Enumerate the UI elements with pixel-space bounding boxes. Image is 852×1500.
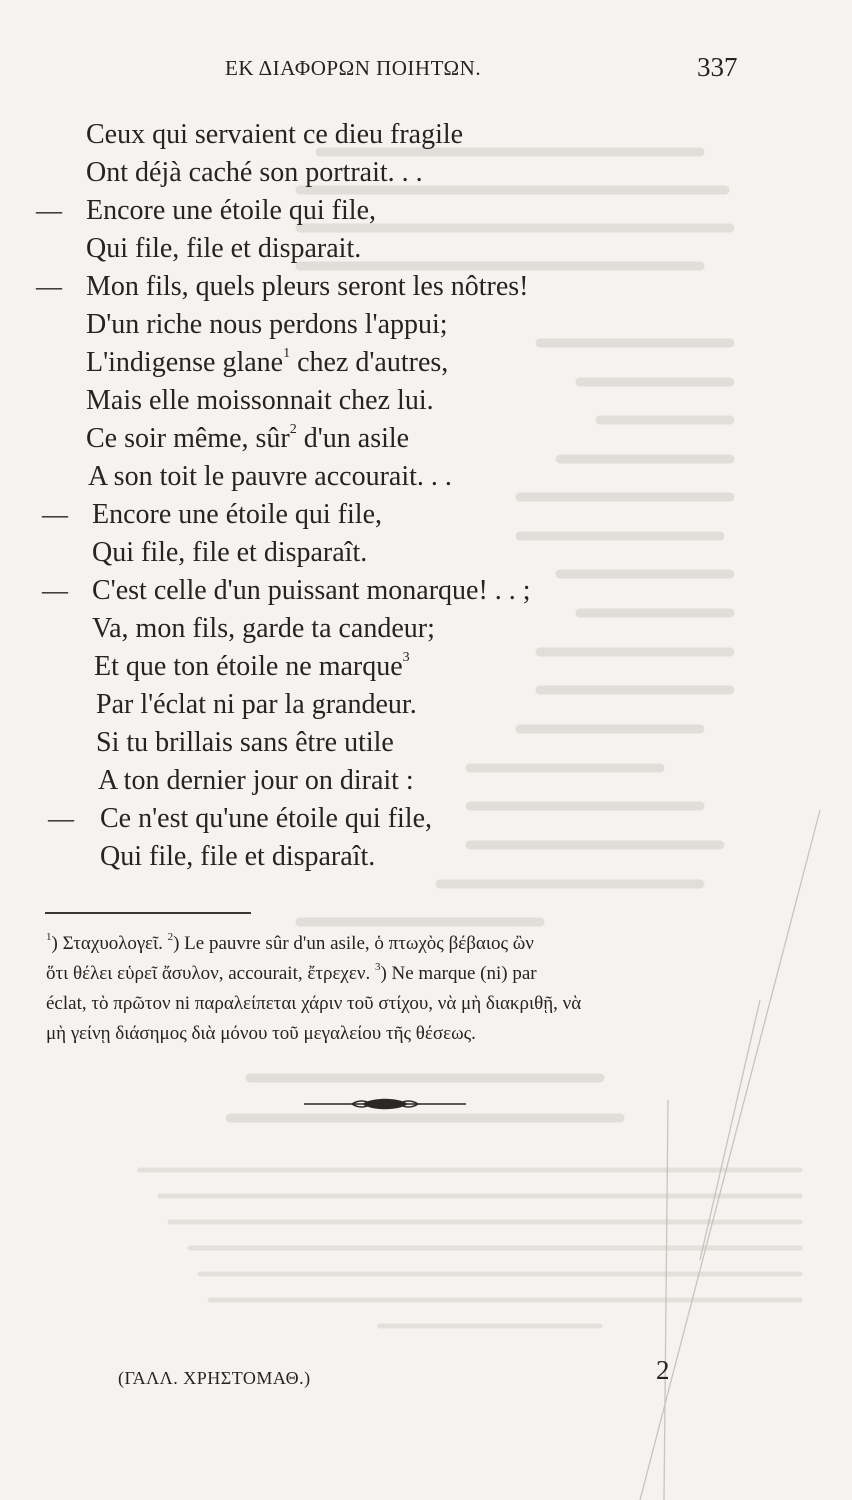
footnote-rule	[45, 912, 251, 914]
signature-line: (ΓΑΛΛ. ΧΡΗΣΤΟΜΑΘ.)	[118, 1368, 311, 1388]
sheet-mark: 2	[656, 1355, 670, 1385]
poem-line-6: D'un riche nous perdons l'appui;	[86, 309, 448, 340]
poem-line-17: Si tu brillais sans être utile	[96, 727, 394, 758]
footnote-mark-1: 1	[46, 931, 52, 943]
footnote-line-2	[46, 960, 537, 988]
running-head: ΕΚ ΔΙΑΦΟΡΩΝ ΠΟΙΗΤΩΝ.	[225, 56, 482, 80]
em-dash: —	[42, 576, 68, 605]
poem-line-7-post: chez d'autres,	[290, 347, 449, 378]
em-dash: —	[48, 804, 74, 833]
poem-line-16: Par l'éclat ni par la grandeur.	[96, 689, 417, 720]
footnote-text: ) Σταχυολογεῖ.	[51, 933, 168, 954]
poem-line-9-post: d'un asile	[296, 423, 410, 454]
poem-line-8: Mais elle moissonnait chez lui.	[86, 385, 434, 416]
footnote-line-4: μὴ γείνῃ διάσημος διὰ μόνου τοῦ μεγαλείου τῆς θέσεως.	[46, 1023, 476, 1044]
footnote-mark-2: 2	[167, 931, 174, 943]
poem-line-19: Ce n'est qu'une étoile qui file,	[100, 803, 433, 834]
poem-line-5: Mon fils, quels pleurs seront les nôtres!	[86, 271, 529, 302]
poem-line-7	[86, 346, 448, 380]
poem-line-9-pre: Ce soir même, sûr	[86, 423, 290, 454]
poem-line-20: Qui file, file et disparaît.	[100, 841, 376, 872]
poem-line-7-pre: L'indigense glane	[86, 347, 284, 378]
poem-line-10: A son toit le pauvre accourait. . .	[88, 461, 452, 492]
footnote-ref-2: 2	[289, 422, 297, 437]
poem-line-4: Qui file, file et disparait.	[86, 233, 362, 264]
footnote-text: ὅτι θέλει εὑρεῖ ἄσυλον, accourait, ἔτρεχεν.	[46, 963, 375, 984]
footnote-line-3: éclat, τὸ πρῶτον ni παραλείπεται χάριν τοῦ στίχου, νὰ μὴ διακριθῇ, νὰ	[46, 993, 582, 1014]
footnote-ref-1: 1	[283, 346, 291, 361]
poem-line-18: A ton dernier jour on dirait :	[98, 765, 414, 796]
page-number: 337	[697, 52, 738, 82]
poem-line-9	[86, 422, 409, 456]
poem-line-2: Ont déjà caché son portrait. . .	[86, 157, 423, 188]
poem-line-3: Encore une étoile qui file,	[86, 195, 376, 226]
poem-line-1: Ceux qui servaient ce dieu fragile	[86, 119, 464, 150]
em-dash: —	[36, 272, 62, 301]
footnote-text: ) Le pauvre sûr d'un asile, ὁ πτωχὸς βέβαιος ὢν	[173, 933, 534, 954]
poem-line-14: Va, mon fils, garde ta candeur;	[92, 613, 435, 644]
footnote-ref-3: 3	[402, 650, 410, 665]
ornament-divider	[300, 1094, 470, 1114]
em-dash: —	[42, 500, 68, 529]
poem-line-13: C'est celle d'un puissant monarque! . . ;	[92, 575, 531, 606]
footnote-text: ) Ne marque (ni) par	[380, 963, 537, 984]
footnote-mark-3: 3	[374, 961, 381, 973]
footnote-line-1	[46, 930, 534, 958]
poem-line-11: Encore une étoile qui file,	[92, 499, 382, 530]
em-dash: —	[36, 196, 62, 225]
poem-line-12: Qui file, file et disparaît.	[92, 537, 368, 568]
poem-line-15-pre: Et que ton étoile ne marque	[94, 651, 403, 682]
poem-line-15	[94, 650, 410, 684]
